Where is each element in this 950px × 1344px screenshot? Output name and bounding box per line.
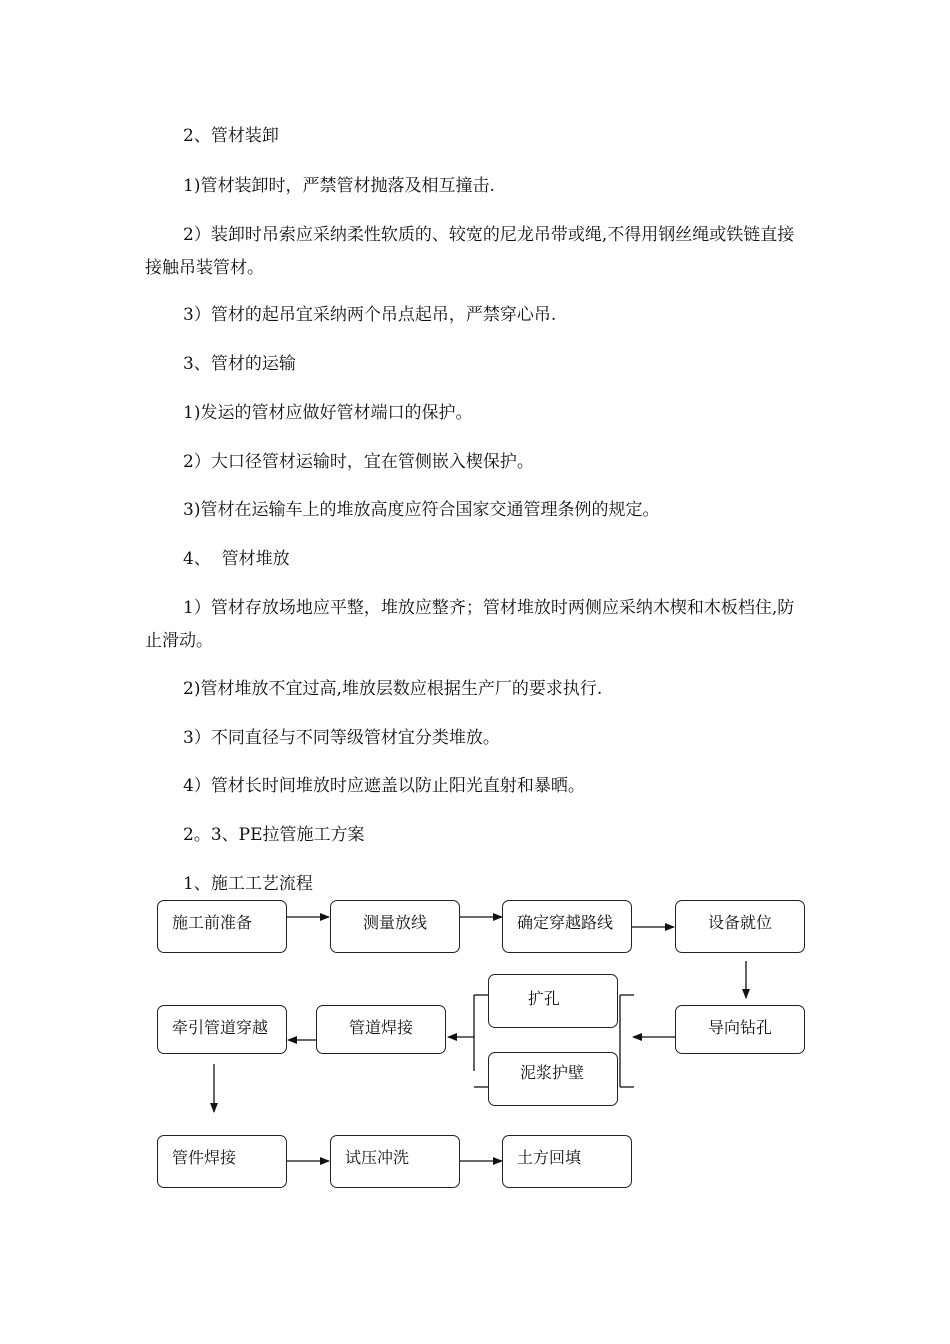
step-route bbox=[502, 900, 632, 953]
heading-pe-pulling-plan: 2。3、PE拉管施工方案 bbox=[183, 825, 365, 845]
paragraph: 1)发运的管材应做好管材端口的保护。 bbox=[183, 403, 473, 423]
step-equip bbox=[675, 900, 805, 953]
step-guide bbox=[675, 1005, 805, 1054]
step-prep-label: 施工前准备 bbox=[172, 913, 253, 932]
step-prep bbox=[157, 900, 287, 953]
step-backfill bbox=[502, 1135, 632, 1188]
heading-pipe-stacking: 4、 管材堆放 bbox=[183, 549, 290, 569]
paragraph: 3)管材在运输车上的堆放高度应符合国家交通管理条例的规定。 bbox=[183, 500, 660, 520]
heading-pipe-handling: 2、管材装卸 bbox=[183, 126, 279, 146]
heading-pipe-transport: 3、管材的运输 bbox=[183, 354, 296, 374]
step-test bbox=[330, 1135, 460, 1188]
step-equip-label: 设备就位 bbox=[708, 913, 773, 932]
step-weld-label: 管道焊接 bbox=[349, 1018, 414, 1037]
paragraph: 3）管材的起吊宜采纳两个吊点起吊，严禁穿心吊. bbox=[183, 305, 557, 325]
step-ream bbox=[488, 974, 618, 1028]
paragraph: 4）管材长时间堆放时应遮盖以防止阳光直射和暴晒。 bbox=[183, 776, 585, 796]
paragraph: 2）装卸时吊索应采纳柔性软质的、较宽的尼龙吊带或绳,不得用钢丝绳或铁链直接接触吊装管材。 bbox=[145, 225, 795, 278]
step-pull-label: 牵引管道穿越 bbox=[172, 1018, 269, 1037]
step-route-label: 确定穿越路线 bbox=[517, 913, 614, 932]
step-fitting bbox=[157, 1135, 287, 1188]
paragraph: 2)管材堆放不宜过高,堆放层数应根据生产厂的要求执行. bbox=[183, 679, 603, 699]
step-survey bbox=[330, 900, 460, 953]
step-pull bbox=[157, 1005, 287, 1054]
step-test-label: 试压冲洗 bbox=[345, 1148, 410, 1167]
step-mud-label: 泥浆护壁 bbox=[520, 1063, 585, 1082]
paragraph: 2）大口径管材运输时，宜在管侧嵌入楔保护。 bbox=[183, 452, 534, 472]
step-mud bbox=[488, 1052, 618, 1106]
step-ream-label: 扩孔 bbox=[528, 989, 561, 1008]
paragraph: 1）管材存放场地应平整，堆放应整齐；管材堆放时两侧应采纳木楔和木板档住,防止滑动。 bbox=[145, 598, 795, 651]
step-weld bbox=[316, 1005, 446, 1054]
step-guide-label: 导向钻孔 bbox=[708, 1018, 773, 1037]
paragraph: 1)管材装卸时，严禁管材抛落及相互撞击. bbox=[183, 176, 495, 196]
heading-process-flow: 1、施工工艺流程 bbox=[183, 874, 313, 894]
step-fitting-label: 管件焊接 bbox=[172, 1148, 237, 1167]
step-survey-label: 测量放线 bbox=[363, 913, 428, 932]
paragraph: 3）不同直径与不同等级管材宜分类堆放。 bbox=[183, 728, 500, 748]
step-backfill-label: 土方回填 bbox=[517, 1148, 582, 1167]
